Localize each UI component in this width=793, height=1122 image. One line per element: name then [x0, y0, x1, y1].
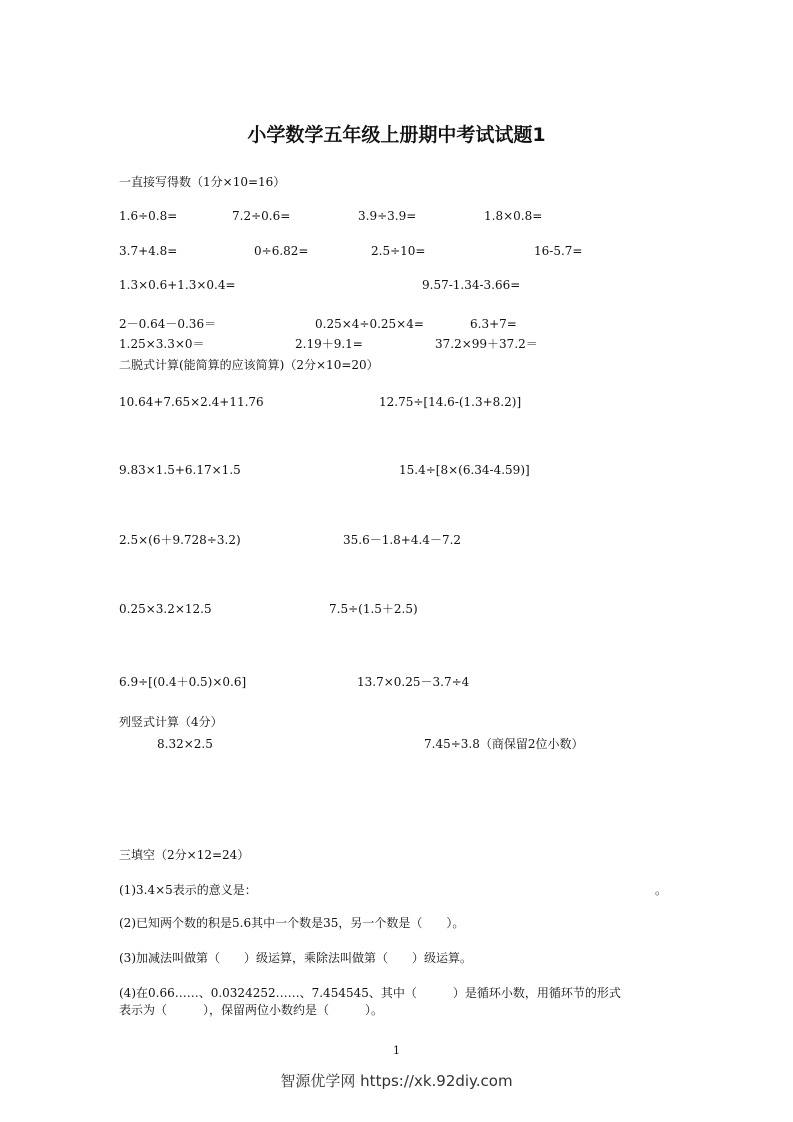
step-calc-item: 35.6－1.8+4.4－7.2	[343, 533, 462, 547]
fill-question-2: (2)已知两个数的积是5.6其中一个数是35，另一个数是（ ）。	[119, 916, 465, 930]
step-calc-item: 9.83×1.5+6.17×1.5	[119, 463, 241, 477]
section2-heading: 二脱式计算(能简算的应该简算)（2分×10=20）	[119, 358, 379, 372]
section3-heading: 三填空（2分×12=24）	[119, 848, 250, 862]
step-calc-item: 0.25×3.2×12.5	[119, 602, 212, 616]
fill-question-4-line1: (4)在0.66……、0.0324252……、7.454545、其中（ ）是循环小数，用循环节的形式	[119, 986, 621, 1000]
vertical-calc-heading: 列竖式计算（4分）	[119, 715, 223, 729]
oral-calc-item: 9.57-1.34-3.66=	[422, 278, 521, 292]
step-calc-item: 12.75÷[14.6-(1.3+8.2)]	[379, 395, 522, 409]
fill-question-4-line2: 表示为（ ），保留两位小数约是（ ）。	[119, 1003, 384, 1017]
fill-question-1-end: 。	[655, 883, 668, 897]
step-calc-item: 2.5×(6＋9.728÷3.2)	[119, 533, 241, 547]
oral-calc-item: 1.8×0.8=	[484, 209, 543, 223]
page-number: 1	[393, 1044, 400, 1057]
page-title: 小学数学五年级上册期中考试试题1	[247, 124, 546, 146]
step-calc-item: 15.4÷[8×(6.34-4.59)]	[399, 463, 530, 477]
oral-calc-item: 2.19＋9.1=	[295, 337, 363, 351]
vertical-calc-item: 7.45÷3.8（商保留2位小数）	[424, 737, 584, 751]
oral-calc-item: 0÷6.82=	[254, 244, 309, 258]
oral-calc-item: 6.3+7=	[470, 317, 517, 331]
oral-calc-item: 0.25×4÷0.25×4=	[315, 317, 424, 331]
oral-calc-item: 16-5.7=	[534, 244, 583, 258]
fill-question-3: (3)加减法叫做第（ ）级运算，乘除法叫做第（ ）级运算。	[119, 951, 473, 965]
footer-watermark: 智源优学网 https://xk.92diy.com	[280, 1072, 513, 1090]
oral-calc-item: 7.2÷0.6=	[232, 209, 291, 223]
step-calc-item: 10.64+7.65×2.4+11.76	[119, 395, 264, 409]
oral-calc-item: 1.6÷0.8=	[119, 209, 178, 223]
fill-question-1: (1)3.4×5表示的意义是：	[119, 883, 257, 897]
step-calc-item: 6.9÷[(0.4＋0.5)×0.6]	[119, 675, 247, 689]
vertical-calc-item: 8.32×2.5	[157, 737, 213, 751]
oral-calc-item: 3.7+4.8=	[119, 244, 178, 258]
oral-calc-item: 37.2×99＋37.2＝	[435, 337, 538, 351]
oral-calc-item: 2.5÷10=	[371, 244, 426, 258]
oral-calc-item: 1.25×3.3×0＝	[119, 337, 205, 351]
section1-heading: 一直接写得数（1分×10=16）	[119, 175, 286, 189]
oral-calc-item: 3.9÷3.9=	[358, 209, 417, 223]
step-calc-item: 13.7×0.25－3.7÷4	[357, 675, 470, 689]
oral-calc-item: 1.3×0.6+1.3×0.4=	[119, 278, 236, 292]
step-calc-item: 7.5÷(1.5＋2.5)	[329, 602, 418, 616]
oral-calc-item: 2－0.64－0.36＝	[119, 317, 217, 331]
